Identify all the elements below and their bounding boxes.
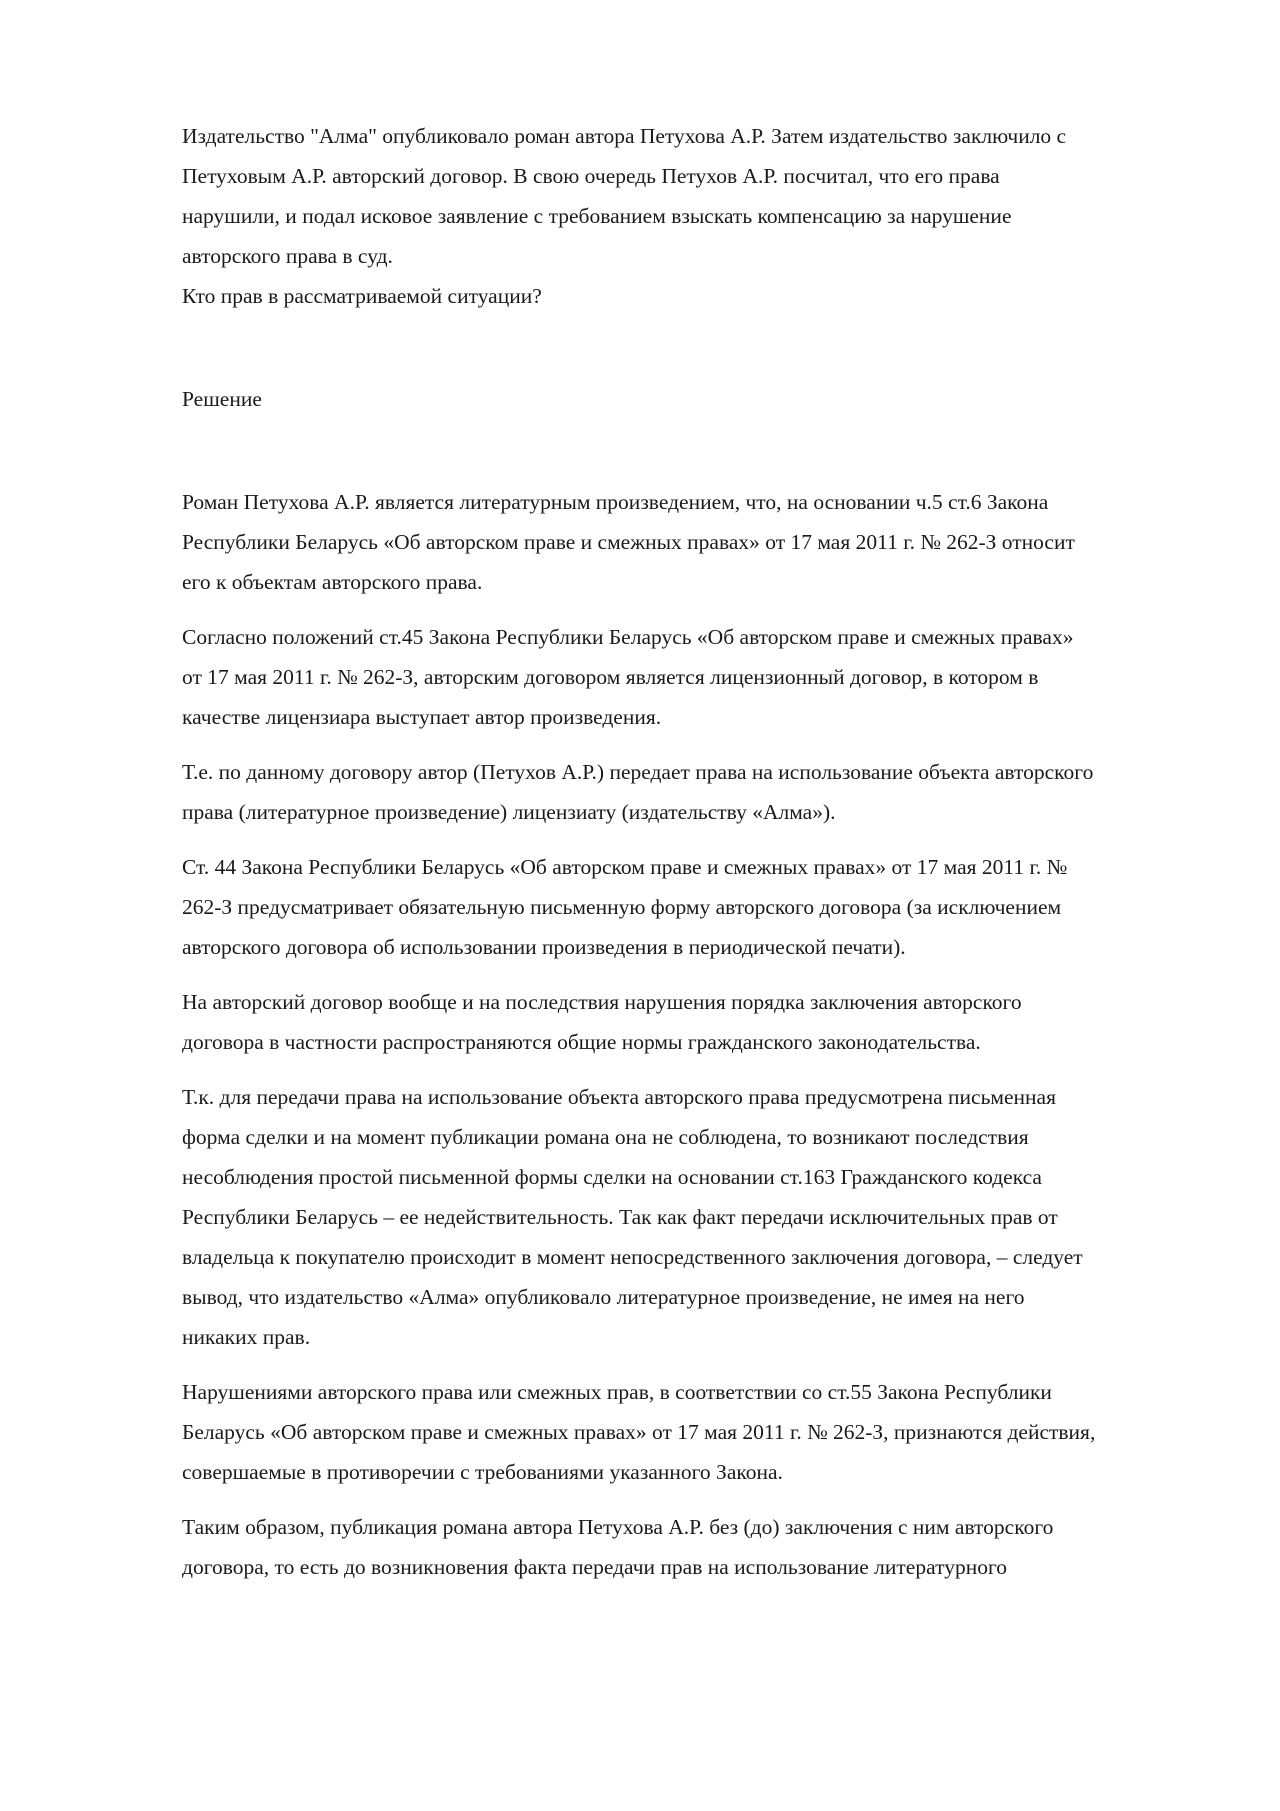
paragraph-line: вывод, что издательство «Алма» опубликовало литературное произведение, не имея на него — [182, 1285, 1025, 1309]
intro-block — [182, 116, 1192, 316]
intro-line: Издательство "Алма" опубликовало роман автора Петухова А.Р. Затем издательство заключило с — [182, 124, 1067, 148]
paragraph — [182, 982, 1192, 1062]
document-body — [182, 116, 1192, 1602]
paragraph-line: Беларусь «Об авторском праве и смежных правах» от 17 мая 2011 г. № 262-З, признаются действия, — [182, 1420, 1096, 1444]
paragraph-line: Республики Беларусь – ее недействительность. Так как факт передачи исключительных прав от — [182, 1205, 1058, 1229]
paragraph-line: Согласно положений ст.45 Закона Республики Беларусь «Об авторском праве и смежных правах» — [182, 625, 1074, 649]
paragraph — [182, 482, 1192, 602]
paragraph — [182, 617, 1192, 737]
paragraph-line: авторского договора об использовании произведения в периодической печати). — [182, 935, 906, 959]
paragraph-line: совершаемые в противоречии с требованиями указанного Закона. — [182, 1460, 783, 1484]
paragraph-line: форма сделки и на момент публикации романа она не соблюдена, то возникают последствия — [182, 1125, 1029, 1149]
spacer — [182, 316, 1192, 379]
paragraph-line: договора в частности распространяются общие нормы гражданского законодательства. — [182, 1030, 981, 1054]
paragraph-line: Нарушениями авторского права или смежных прав, в соответствии со ст.55 Закона Республики — [182, 1380, 1052, 1404]
paragraph-line: Таким образом, публикация романа автора Петухова А.Р. без (до) заключения с ним авторского — [182, 1515, 1054, 1539]
paragraph-line: Т.е. по данному договору автор (Петухов А.Р.) передает права на использование объекта авторского — [182, 760, 1094, 784]
solution-heading: Решение — [182, 387, 262, 411]
paragraph-line: никаких прав. — [182, 1325, 311, 1349]
paragraph-line: его к объектам авторского права. — [182, 570, 483, 594]
paragraph-line: Т.к. для передачи права на использование объекта авторского права предусмотрена письменная — [182, 1085, 1056, 1109]
paragraph-line: несоблюдения простой письменной формы сделки на основании ст.163 Гражданского кодекса — [182, 1165, 1042, 1189]
paragraph-line: владельца к покупателю происходит в момент непосредственного заключения договора, – следует — [182, 1245, 1083, 1269]
paragraph-line: от 17 мая 2011 г. № 262-З, авторским договором является лицензионный договор, в котором в — [182, 665, 1039, 689]
paragraph-line: Ст. 44 Закона Республики Беларусь «Об авторском праве и смежных правах» от 17 мая 2011 г. № — [182, 855, 1068, 879]
paragraph — [182, 1077, 1192, 1357]
paragraph-line: Роман Петухова А.Р. является литературным произведением, что, на основании ч.5 ст.6 Закона — [182, 490, 1049, 514]
paragraph-line: договора, то есть до возникновения факта передачи прав на использование литературного — [182, 1555, 1007, 1579]
paragraph-line: права (литературное произведение) лицензиату (издательству «Алма»). — [182, 800, 836, 824]
spacer — [182, 419, 1192, 482]
paragraph-line: качестве лицензиара выступает автор произведения. — [182, 705, 662, 729]
paragraph-line: На авторский договор вообще и на последствия нарушения порядка заключения авторского — [182, 990, 1022, 1014]
intro-line: Петуховым А.Р. авторский договор. В свою очередь Петухов А.Р. посчитал, что его права — [182, 164, 1000, 188]
intro-line: нарушили, и подал исковое заявление с требованием взыскать компенсацию за нарушение — [182, 204, 1012, 228]
question-line: Кто прав в рассматриваемой ситуации? — [182, 284, 542, 308]
paragraph-line: Республики Беларусь «Об авторском праве и смежных правах» от 17 мая 2011 г. № 262-З относит — [182, 530, 1075, 554]
paragraph — [182, 1372, 1192, 1492]
intro-line: авторского права в суд. — [182, 244, 393, 268]
paragraph — [182, 1507, 1192, 1587]
paragraph-line: 262-З предусматривает обязательную письменную форму авторского договора (за исключением — [182, 895, 1062, 919]
paragraph — [182, 847, 1192, 967]
paragraph — [182, 752, 1192, 832]
